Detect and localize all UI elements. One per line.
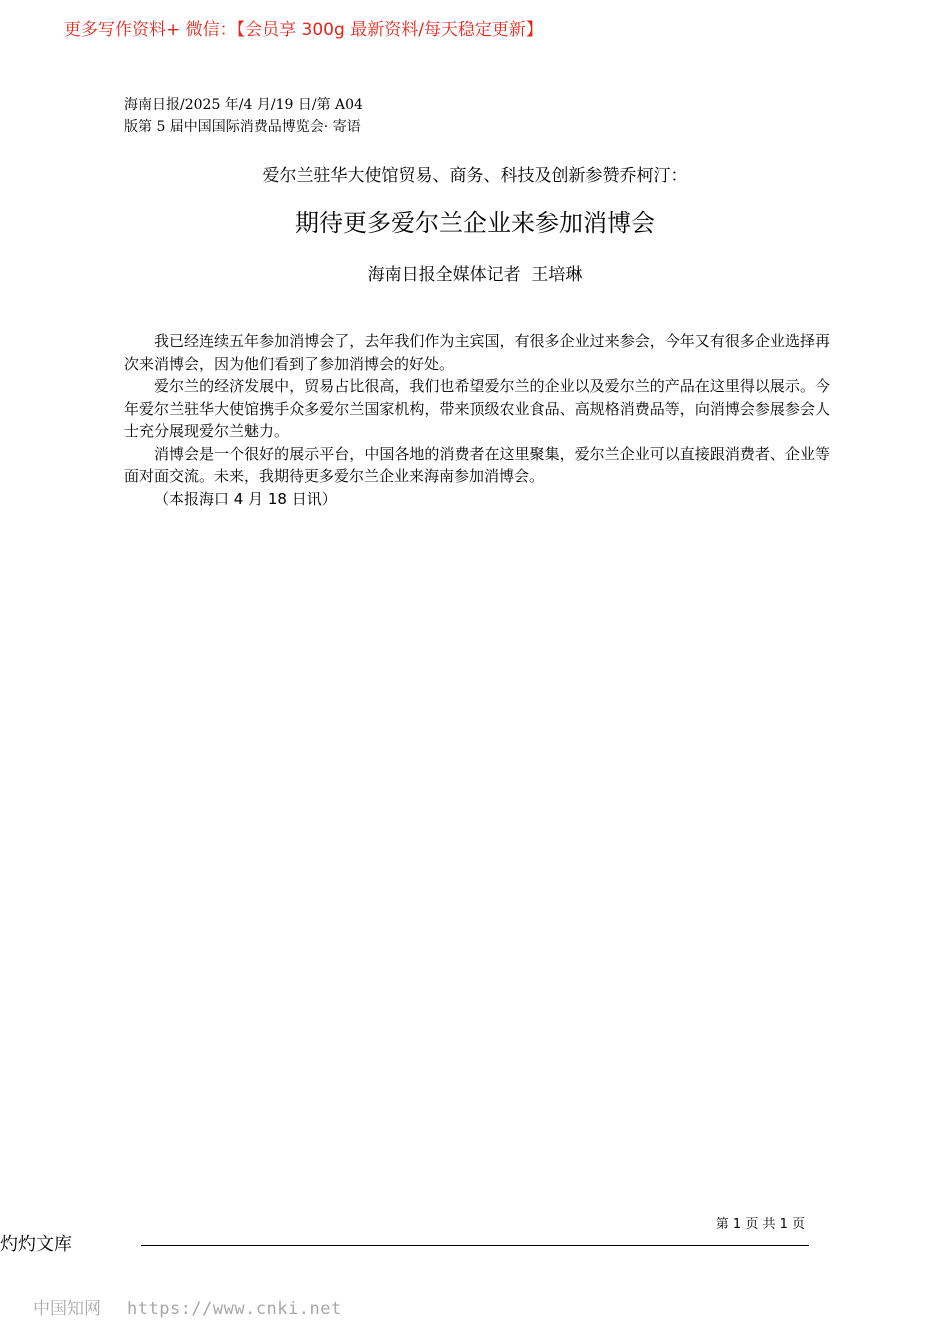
article-headline: 期待更多爱尔兰企业来参加消博会 — [295, 209, 655, 237]
article-subheading: 爱尔兰驻华大使馆贸易、商务、科技及创新参赞乔柯汀： — [262, 166, 688, 186]
article-paragraph-2: 爱尔兰的经济发展中，贸易占比很高，我们也希望爱尔兰的企业以及爱尔兰的产品在这里得以展示。今年爱尔兰驻华大使馆携手众多爱尔兰国家机构，带来顶级农业食品、高规格消费品等，向消博会参展参会人士充分展现爱尔兰魅力。 — [124, 377, 830, 440]
brand-label: 灼灼文库 — [0, 1234, 72, 1255]
article-paragraph-3: 消博会是一个很好的展示平台，中国各地的消费者在这里聚集，爱尔兰企业可以直接跟消费者、企业等面对面交流。未来，我期待更多爱尔兰企业来海南参加消博会。 — [124, 444, 830, 485]
page-number: 第 1 页 共 1 页 — [715, 1217, 805, 1232]
article-dateline: （本报海口 4 月 18 日讯） — [154, 489, 337, 508]
article-body — [124, 330, 830, 510]
source-citation — [124, 94, 363, 138]
cnki-watermark-name: 中国知网 — [33, 1299, 101, 1319]
footer-divider — [141, 1245, 809, 1246]
source-line-2: 版第 5 届中国国际消费品博览会· 寄语 — [124, 119, 361, 135]
article-paragraph-1: 我已经连续五年参加消博会了，去年我们作为主宾国，有很多企业过来参会，今年又有很多企业选择再次来消博会，因为他们看到了参加消博会的好处。 — [124, 332, 830, 373]
promo-banner: 更多写作资料+ 微信：【会员享 300g 最新资料/每天稳定更新】 — [64, 20, 543, 40]
cnki-watermark — [33, 1294, 342, 1319]
source-line-1: 海南日报/2025 年/4 月/19 日/第 A04 — [124, 97, 363, 113]
cnki-watermark-url[interactable]: https://www.cnki.net — [127, 1299, 342, 1319]
article-byline: 海南日报全媒体记者 王培琳 — [367, 265, 583, 285]
